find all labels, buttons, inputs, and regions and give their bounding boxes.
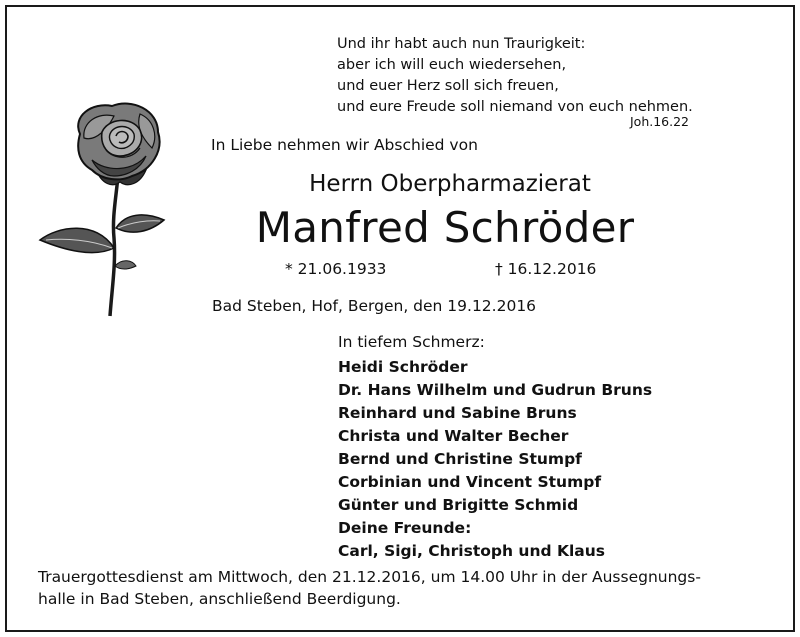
verse-reference: Joh.16.22 [630, 114, 690, 129]
verse-line: und euer Herz soll sich freuen, [337, 78, 559, 94]
mourner-name: Günter und Brigitte Schmid [338, 496, 579, 514]
mourner-name: Heidi Schröder [338, 358, 468, 376]
funeral-service-notice [38, 566, 701, 610]
rose-icon [36, 98, 168, 318]
deceased-name: Manfred Schröder [255, 203, 635, 252]
mourners-list [338, 356, 652, 563]
service-line: Trauergottesdienst am Mittwoch, den 21.12.2016, um 14.00 Uhr in der Aussegnungs- [38, 568, 701, 586]
mourner-name: Corbinian und Vincent Stumpf [338, 473, 602, 491]
death-date: † 16.12.2016 [495, 260, 597, 278]
mourner-name: Bernd und Christine Stumpf [338, 450, 582, 468]
mourner-name: Deine Freunde: [338, 519, 472, 537]
mourner-name: Reinhard und Sabine Bruns [338, 404, 577, 422]
birth-date: * 21.06.1933 [285, 260, 387, 278]
service-line: halle in Bad Steben, anschließend Beerdigung. [38, 590, 401, 608]
mourner-name: Carl, Sigi, Christoph und Klaus [338, 542, 606, 560]
mourner-name: Christa und Walter Becher [338, 427, 569, 445]
bible-verse [337, 34, 693, 118]
verse-line: Und ihr habt auch nun Traurigkeit: [337, 36, 586, 52]
mourning-heading: In tiefem Schmerz: [338, 333, 485, 351]
deceased-title: Herrn Oberpharmazierat [309, 171, 591, 197]
verse-line: und eure Freude soll niemand von euch nehmen. [337, 99, 693, 115]
mourner-name: Dr. Hans Wilhelm und Gudrun Bruns [338, 381, 653, 399]
place-and-date: Bad Steben, Hof, Bergen, den 19.12.2016 [212, 297, 537, 315]
verse-line: aber ich will euch wiedersehen, [337, 57, 567, 73]
intro-text: In Liebe nehmen wir Abschied von [211, 136, 478, 154]
